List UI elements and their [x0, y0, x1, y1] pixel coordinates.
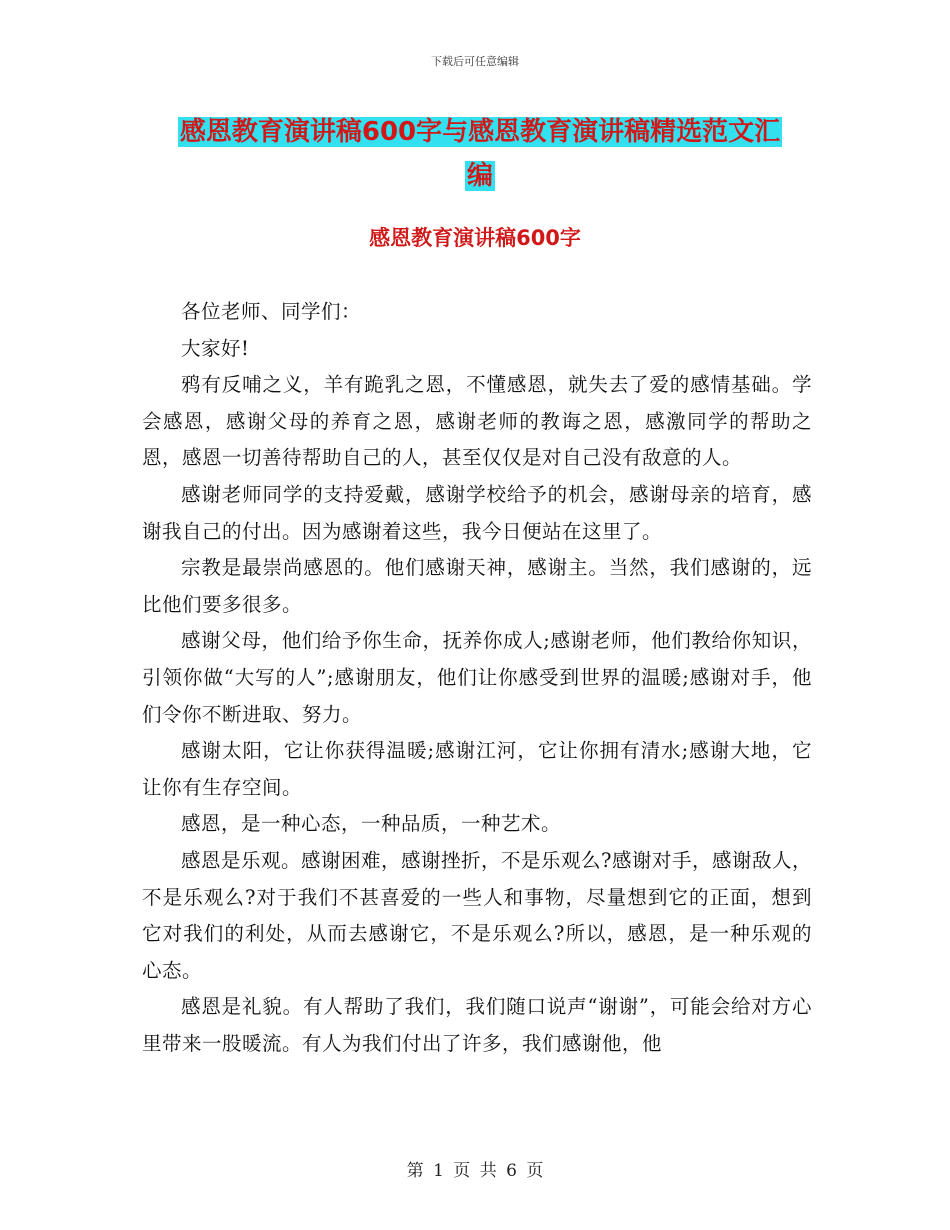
- document-title-line-2: 编: [466, 161, 493, 191]
- document-title: [150, 110, 810, 198]
- paragraph: 感谢太阳，它让你获得温暖;感谢江河，它让你拥有清水;感谢大地，它让你有生存空间。: [142, 739, 812, 799]
- paragraph: 宗教是最崇尚感恩的。他们感谢天神，感谢主。当然，我们感谢的，远比他们要多很多。: [142, 556, 812, 616]
- paragraph: 鸦有反哺之义，羊有跪乳之恩，不懂感恩，就失去了爱的感情基础。学会感恩，感谢父母的养育之恩，感谢老师的教诲之恩，感激同学的帮助之恩，感恩一切善待帮助自己的人，甚至仅仅是对自己没有敌意的人。: [142, 373, 812, 470]
- paragraph: 感谢父母，他们给予你生命，抚养你成人;感谢老师，他们教给你知识，引领你做“大写的人”;感谢朋友，他们让你感受到世界的温暖;感谢对手，他们令你不断进取、努力。: [142, 629, 812, 726]
- paragraph: 感谢老师同学的支持爱戴，感谢学校给予的机会，感谢母亲的培育，感谢我自己的付出。因为感谢着这些，我今日便站在这里了。: [142, 482, 812, 543]
- paragraph: 感恩，是一种心态，一种品质，一种艺术。: [181, 812, 562, 836]
- paragraph-salutation: 各位老师、同学们：: [181, 300, 362, 323]
- document-body: [142, 294, 812, 1062]
- paragraph: 感恩是礼貌。有人帮助了我们，我们随口说声“谢谢”，可能会给对方心里带来一股暖流。有人为我们付出了许多，我们感谢他，他: [142, 995, 812, 1055]
- document-title-line-1: 感恩教育演讲稿600字与感恩教育演讲稿精选范文汇: [179, 117, 781, 147]
- section-title: 感恩教育演讲稿600字: [369, 226, 581, 250]
- page-number-indicator: 第 1 页 共 6 页: [406, 1161, 544, 1181]
- page-header-note: 下载后可任意编辑: [431, 55, 519, 68]
- paragraph-greeting: 大家好!: [181, 336, 250, 360]
- paragraph: 感恩是乐观。感谢困难，感谢挫折，不是乐观么?感谢对手，感谢敌人，不是乐观么?对于我们不甚喜爱的一些人和事物，尽量想到它的正面，想到它对我们的利处，从而去感谢它，不是乐观么?所以，感恩，是一种乐观的心态。: [142, 848, 812, 982]
